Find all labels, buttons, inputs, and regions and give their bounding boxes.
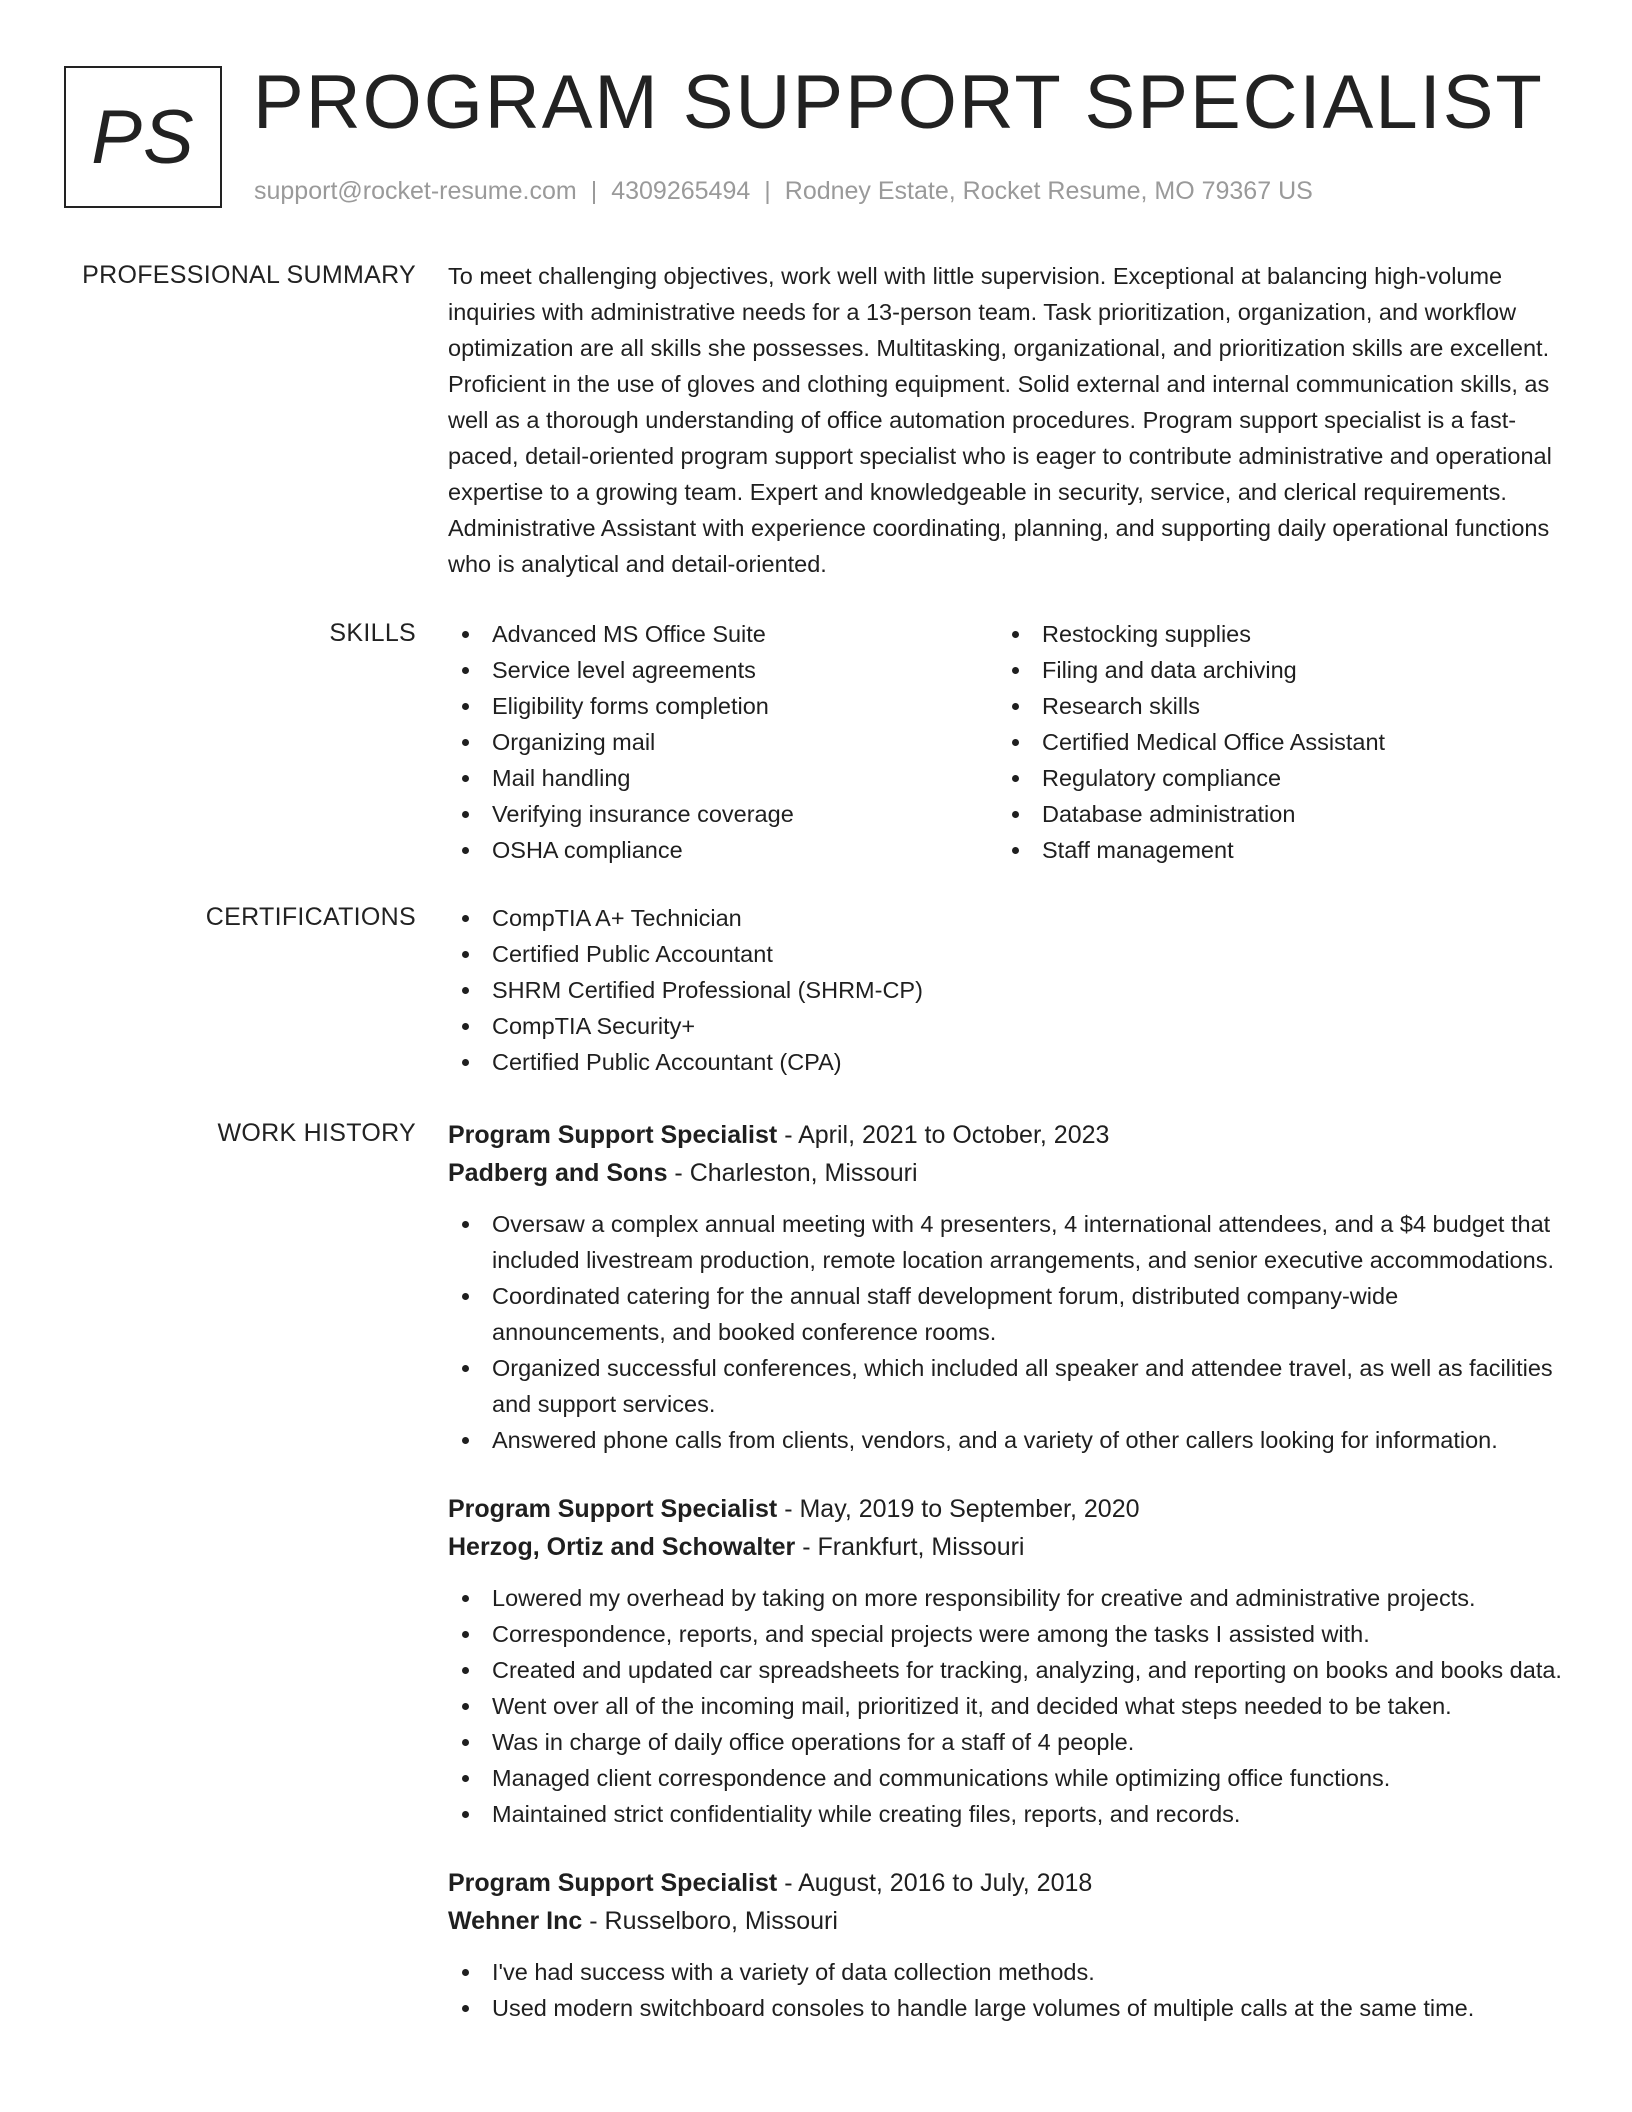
job-location: - Charleston, Missouri [667, 1159, 918, 1187]
job-bullet: Was in charge of daily office operations for a staff of 4 people. [448, 1724, 1568, 1760]
certification-item: CompTIA A+ Technician [448, 900, 1568, 936]
job-company: Wehner Inc [448, 1907, 583, 1935]
job-bullet: Oversaw a complex annual meeting with 4 presenters, 4 international attendees, and a $4 budget that included livestream production, remote location arrangements, and senior executive accommodations. [448, 1206, 1568, 1278]
job-dates: - April, 2021 to October, 2023 [777, 1121, 1110, 1149]
monogram-box [64, 66, 222, 208]
job-bullet: I've had success with a variety of data collection methods. [448, 1954, 1568, 1990]
job-entry [448, 1864, 1568, 2026]
skill-item: Organizing mail [448, 724, 998, 760]
job-bullet: Correspondence, reports, and special projects were among the tasks I assisted with. [448, 1616, 1568, 1652]
skill-item: Filing and data archiving [998, 652, 1548, 688]
skill-item: Regulatory compliance [998, 760, 1548, 796]
skill-item: Restocking supplies [998, 616, 1548, 652]
job-dates: - August, 2016 to July, 2018 [777, 1869, 1093, 1897]
skill-item: Verifying insurance coverage [448, 796, 998, 832]
skill-item: Advanced MS Office Suite [448, 616, 998, 652]
skill-item: Certified Medical Office Assistant [998, 724, 1548, 760]
certification-item: CompTIA Security+ [448, 1008, 1568, 1044]
job-company-line [448, 1154, 1568, 1192]
job-location: - Frankfurt, Missouri [795, 1533, 1025, 1561]
certification-item: Certified Public Accountant [448, 936, 1568, 972]
summary-heading: PROFESSIONAL SUMMARY [82, 261, 416, 289]
job-company: Padberg and Sons [448, 1159, 668, 1187]
skill-item: Service level agreements [448, 652, 998, 688]
certifications-list [448, 900, 1568, 1080]
page-title: PROGRAM SUPPORT SPECIALIST [253, 60, 1544, 145]
skill-item: Research skills [998, 688, 1548, 724]
job-bullet: Coordinated catering for the annual staff development forum, distributed company-wide announcements, and booked conference rooms. [448, 1278, 1568, 1350]
job-bullet: Created and updated car spreadsheets for tracking, analyzing, and reporting on books and books data. [448, 1652, 1568, 1688]
skill-item: Database administration [998, 796, 1548, 832]
work-history-heading: WORK HISTORY [217, 1119, 416, 1147]
job-bullet: Organized successful conferences, which included all speaker and attendee travel, as well as facilities and support services. [448, 1350, 1568, 1422]
skills-list-right [998, 616, 1548, 868]
job-bullet: Lowered my overhead by taking on more responsibility for creative and administrative projects. [448, 1580, 1568, 1616]
contact-email[interactable]: support@rocket-resume.com [254, 177, 577, 205]
job-bullet: Used modern switchboard consoles to handle large volumes of multiple calls at the same time. [448, 1990, 1568, 2026]
job-bullet: Went over all of the incoming mail, prioritized it, and decided what steps needed to be taken. [448, 1688, 1568, 1724]
skill-item: OSHA compliance [448, 832, 998, 868]
contact-line [254, 176, 1313, 206]
monogram-initials: PS [91, 94, 195, 180]
job-title-line [448, 1116, 1568, 1154]
job-entry [448, 1116, 1568, 1458]
certification-item: Certified Public Accountant (CPA) [448, 1044, 1568, 1080]
job-bullets [448, 1580, 1568, 1832]
work-history-body [448, 1116, 1568, 2058]
job-entry [448, 1490, 1568, 1832]
job-bullet: Maintained strict confidentiality while creating files, reports, and records. [448, 1796, 1568, 1832]
job-location: - Russelboro, Missouri [582, 1907, 838, 1935]
job-bullets [448, 1206, 1568, 1458]
job-title-line [448, 1864, 1568, 1902]
skill-item: Mail handling [448, 760, 998, 796]
job-title: Program Support Specialist [448, 1121, 778, 1149]
job-title: Program Support Specialist [448, 1495, 778, 1523]
contact-separator: | [590, 177, 598, 205]
job-title-line [448, 1490, 1568, 1528]
skills-list-left [448, 616, 998, 868]
job-bullet: Answered phone calls from clients, vendors, and a variety of other callers looking for information. [448, 1422, 1568, 1458]
certifications-body [448, 900, 1568, 1080]
job-bullets [448, 1954, 1568, 2026]
skills-heading: SKILLS [329, 619, 416, 647]
summary-text: To meet challenging objectives, work well with little supervision. Exceptional at balancing high-volume inquiries with administrative needs for a 13-person team. Task prioritization, organization, and workflow optimization are all skills she possesses. Multitasking, organizational, and prioritization skills are excellent. Proficient in the use of gloves and clothing equipment. Solid external and internal communication skills, as well as a thorough understanding of office automation procedures. Program support specialist is a fast-paced, detail-oriented program support specialist who is eager to contribute administrative and operational expertise to a growing team. Expert and knowledgeable in security, service, and clerical requirements. Administrative Assistant with experience coordinating, planning, and supporting daily operational functions who is analytical and detail-oriented. [448, 263, 1552, 577]
job-company-line [448, 1528, 1568, 1566]
skill-item: Eligibility forms completion [448, 688, 998, 724]
contact-phone[interactable]: 4309265494 [611, 177, 751, 205]
certification-item: SHRM Certified Professional (SHRM-CP) [448, 972, 1568, 1008]
skill-item: Staff management [998, 832, 1548, 868]
contact-address: Rodney Estate, Rocket Resume, MO 79367 US [784, 177, 1313, 205]
job-title: Program Support Specialist [448, 1869, 778, 1897]
contact-separator: | [764, 177, 771, 205]
job-company: Herzog, Ortiz and Schowalter [448, 1533, 796, 1561]
skills-columns [448, 616, 1568, 868]
job-bullet: Managed client correspondence and communications while optimizing office functions. [448, 1760, 1568, 1796]
job-company-line [448, 1902, 1568, 1940]
certifications-heading: CERTIFICATIONS [205, 903, 416, 931]
job-dates: - May, 2019 to September, 2020 [777, 1495, 1140, 1523]
